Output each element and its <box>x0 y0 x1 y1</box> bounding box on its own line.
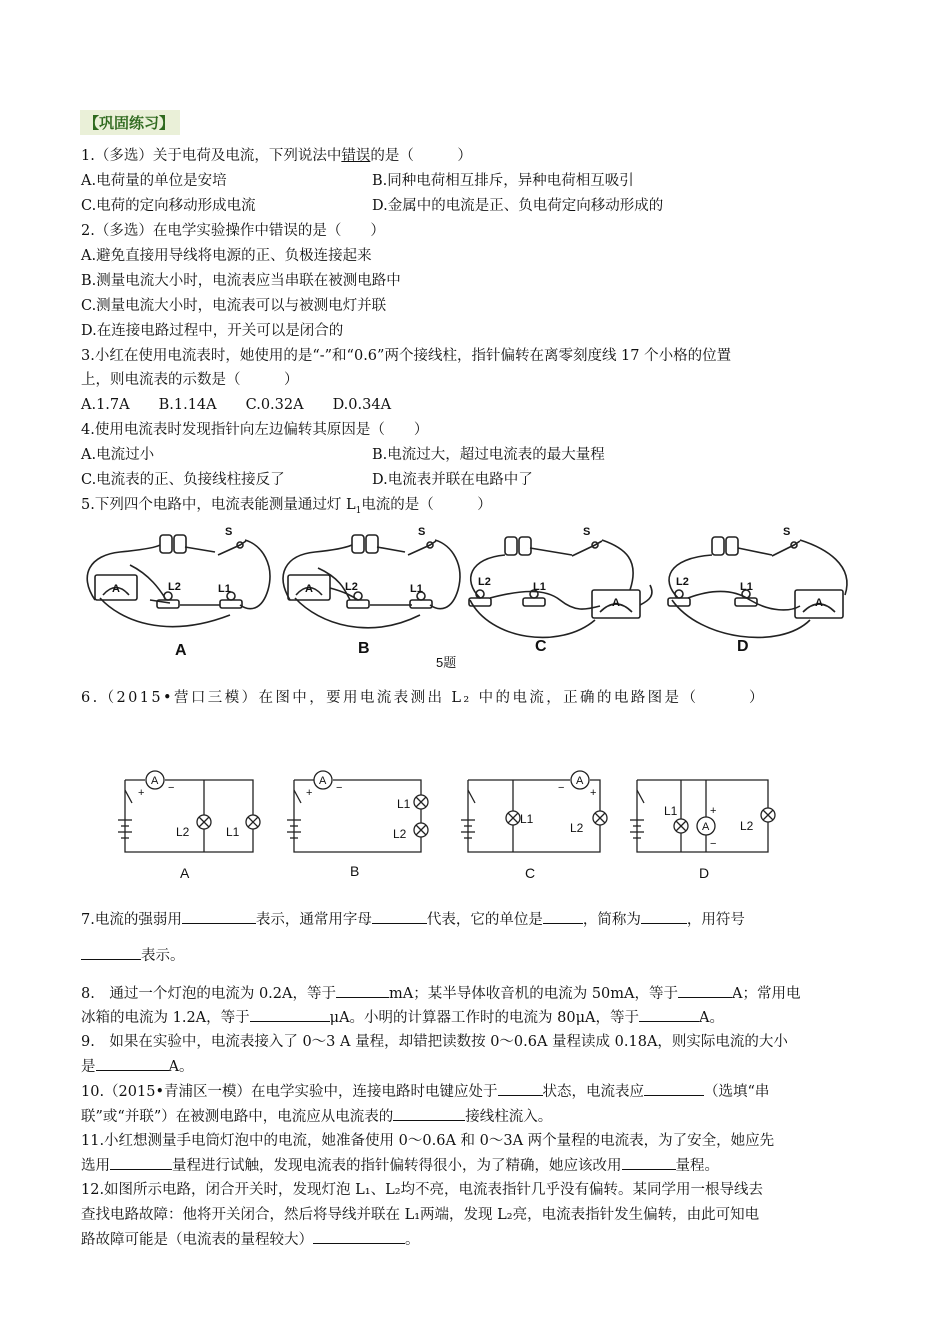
q1-option-d: D.金属中的电流是正、负电荷定向移动形成的 <box>372 198 664 214</box>
q8-text-6: A。 <box>699 1010 724 1026</box>
q1-stem-underlined: 错误 <box>341 148 371 164</box>
q4-option-b: B.电流过大，超过电流表的最大量程 <box>372 447 605 463</box>
q12-text-2: 。 <box>405 1232 420 1248</box>
q6-c-meter: A <box>576 775 584 787</box>
q9-text-2: A。 <box>168 1059 194 1075</box>
q6-c-l2: L2 <box>570 821 584 835</box>
q7-text-4: ，简称为 <box>582 912 641 928</box>
q2-option-c: C.测量电流大小时，电流表可以与被测电灯并联 <box>81 298 387 314</box>
q6-a-meter: A <box>151 775 159 787</box>
q5-a-l1-label: L1 <box>218 583 231 595</box>
q3-stem-line2: 上，则电流表的示数是（ ） <box>81 372 299 388</box>
q5-d-l2-label: L2 <box>676 576 689 588</box>
q7-text-1: 7.电流的强弱用 <box>81 912 182 928</box>
q5-caption: 5题 <box>436 655 457 670</box>
q6-circuit-a <box>118 771 260 852</box>
q12-line2: 查找电路故障：他将开关闭合，然后将导线并联在 L₁两端，发现 L₂亮，电流表指针发生偏转，由此可知电 <box>81 1207 760 1223</box>
q10-blank-3[interactable] <box>393 1106 465 1121</box>
q8-blank-4[interactable] <box>639 1007 699 1022</box>
q5-b-l1-label: L1 <box>410 583 423 595</box>
q7-text-3: 代表，它的单位是 <box>426 912 543 928</box>
q10-blank-2[interactable] <box>644 1081 704 1096</box>
q3-options: A.1.7A B.1.14A C.0.32A D.0.34A <box>81 397 392 413</box>
q6-b-l2: L2 <box>393 827 407 841</box>
q5-b-switch-label: S <box>418 526 426 538</box>
q6-d-plus: + <box>710 805 717 817</box>
q7-blank-3[interactable] <box>543 909 583 924</box>
q6-d-l2: L2 <box>740 819 754 833</box>
q2-option-b: B.测量电流大小时，电流表应当串联在被测电路中 <box>81 273 401 289</box>
q10-blank-1[interactable] <box>498 1081 543 1096</box>
q12-line1: 12.如图所示电路，闭合开关时，发现灯泡 L₁、L₂均不亮，电流表指针几乎没有偏转。某同学用一根导线去 <box>81 1182 764 1198</box>
q8-text-3: A；常用电 <box>732 986 801 1002</box>
q9-line1: 9. 如果在实验中，电流表接入了 0～3 A 量程，却错把读数按 0～0.6A 量程读成 0.18A，则实际电流的大小 <box>81 1034 788 1050</box>
q7-blank-4[interactable] <box>641 909 687 924</box>
q5-d-meter-label: A <box>815 597 823 609</box>
q11-text-1: 选用 <box>81 1158 110 1174</box>
q8-line2 <box>81 1007 724 1028</box>
q10-text-2: 状态，电流表应 <box>542 1084 645 1100</box>
q5-a-meter-label: A <box>112 583 120 595</box>
q6-label-b: B <box>350 863 360 879</box>
q7-line1 <box>81 909 745 930</box>
q6-b-l1: L1 <box>397 797 411 811</box>
q10-text-5: 接线柱流入。 <box>465 1109 553 1125</box>
q6-circuit-c <box>461 771 607 852</box>
q6-c-plus: + <box>590 787 597 799</box>
q10-line2 <box>81 1106 552 1127</box>
q1-option-a: A.电荷量的单位是安培 <box>81 173 227 189</box>
q7-text-5: ，用符号 <box>686 912 745 928</box>
q10-text-4: 联”或“并联”）在被测电路中，电流应从电流表的 <box>81 1109 394 1125</box>
q7-blank-5[interactable] <box>81 945 141 960</box>
q2-option-d: D.在连接电路过程中，开关可以是闭合的 <box>81 323 344 339</box>
q6-label-a: A <box>180 865 190 881</box>
q6-circuit-d <box>630 780 775 852</box>
q5-c-l2-label: L2 <box>478 576 491 588</box>
q4-option-c: C.电流表的正、负接线柱接反了 <box>81 472 285 488</box>
q5-label-b: B <box>358 640 370 657</box>
q7-text-2: 表示，通常用字母 <box>255 912 372 928</box>
q5-d-l1-label: L1 <box>740 581 753 593</box>
q5-label-d: D <box>737 638 749 655</box>
q1-stem-tail: 的是（ ） <box>370 148 472 164</box>
q5-label-a: A <box>175 642 187 659</box>
q6-stem: 6.（2015•营口三模）在图中，要用电流表测出 L₂ 中的电流，正确的电路图是（ ） <box>81 690 766 706</box>
q8-text-1: 8. 通过一个灯泡的电流为 0.2A，等于 <box>81 986 336 1002</box>
q11-line2 <box>81 1155 719 1176</box>
q10-text-1: 10.（2015•青浦区一模）在电学实验中，连接电路时电键应处于 <box>81 1084 498 1100</box>
q6-a-plus: + <box>138 787 145 799</box>
q6-b-minus: − <box>336 782 343 794</box>
q5-stem-tail: 电流的是（ ） <box>361 497 492 513</box>
q6-circuit-b <box>287 771 428 852</box>
q11-line1: 11.小红想测量手电筒灯泡中的电流，她准备使用 0～0.6A 和 0～3A 两个量程的电流表，为了安全，她应先 <box>81 1133 775 1149</box>
q6-a-l2: L2 <box>176 825 190 839</box>
q8-blank-3[interactable] <box>250 1007 330 1022</box>
q6-label-d: D <box>699 865 710 881</box>
q5-stem-subscript: 1 <box>355 505 362 516</box>
q4-option-d: D.电流表并联在电路中了 <box>372 472 533 488</box>
q8-blank-1[interactable] <box>336 983 389 998</box>
q1-option-b: B.同种电荷相互排斥，异种电荷相互吸引 <box>372 173 634 189</box>
q8-line1 <box>81 983 800 1004</box>
q8-text-4: 冰箱的电流为 1.2A，等于 <box>81 1010 250 1026</box>
q7-blank-1[interactable] <box>182 909 256 924</box>
q5-d-switch-label: S <box>783 526 791 538</box>
q6-d-minus: − <box>710 838 717 850</box>
q11-blank-1[interactable] <box>110 1155 172 1170</box>
q6-b-meter: A <box>319 775 327 787</box>
q6-a-l1: L1 <box>226 825 240 839</box>
q5-label-c: C <box>535 638 547 655</box>
q4-option-a: A.电流过小 <box>81 447 155 463</box>
q9-line2 <box>81 1056 193 1077</box>
q7-blank-2[interactable] <box>372 909 427 924</box>
q7-text-6: 表示。 <box>141 948 185 964</box>
q1-stem-text: 1.（多选）关于电荷及电流，下列说法中 <box>81 148 342 164</box>
q6-c-l1: L1 <box>520 812 534 826</box>
q12-line3 <box>81 1229 420 1250</box>
q11-text-3: 量程。 <box>675 1158 719 1174</box>
q1-option-c: C.电荷的定向移动形成电流 <box>81 198 256 214</box>
q2-option-a: A.避免直接用导线将电源的正、负极连接起来 <box>81 248 372 264</box>
q6-d-l1: L1 <box>664 804 678 818</box>
q5-a-l2-label: L2 <box>168 581 181 593</box>
q8-blank-2[interactable] <box>678 983 732 998</box>
q6-c-minus: − <box>558 782 565 794</box>
q6-d-meter: A <box>702 821 710 833</box>
q8-text-2: mA；某半导体收音机的电流为 50mA，等于 <box>388 986 678 1002</box>
q6-a-minus: − <box>168 782 175 794</box>
q9-blank[interactable] <box>96 1056 169 1071</box>
q6-b-plus: + <box>306 787 313 799</box>
q12-text-1: 路故障可能是（电流表的量程较大） <box>81 1232 313 1248</box>
q11-text-2: 量程进行试触，发现电流表的指针偏转得很小，为了精确，她应该改用 <box>172 1158 622 1174</box>
q2-stem: 2.（多选）在电学实验操作中错误的是（ ） <box>81 223 385 239</box>
q10-text-3: （选填“串 <box>704 1084 770 1100</box>
q3-stem-line1: 3.小红在使用电流表时，她使用的是“-”和“0.6”两个接线柱，指针偏转在离零刻度线 17 个小格的位置 <box>81 348 732 364</box>
q4-stem: 4.使用电流表时发现指针向左边偏转其原因是（ ） <box>81 422 429 438</box>
q6-label-c: C <box>525 865 536 881</box>
q5-stem-text: 5.下列四个电路中，电流表能测量通过灯 L <box>81 497 356 513</box>
q12-blank[interactable] <box>313 1229 405 1244</box>
q11-blank-2[interactable] <box>622 1155 676 1170</box>
q5-c-switch-label: S <box>583 526 591 538</box>
q7-line2 <box>81 945 185 966</box>
q5-a-switch-label: S <box>225 526 233 538</box>
q9-text-1: 是 <box>81 1059 96 1075</box>
q5-c-meter-label: A <box>612 597 620 609</box>
q5-b-meter-label: A <box>305 583 313 595</box>
q10-line1 <box>81 1081 769 1102</box>
section-heading: 【巩固练习】 <box>80 110 180 135</box>
q5-c-l1-label: L1 <box>533 581 546 593</box>
q5-b-l2-label: L2 <box>345 581 358 593</box>
q8-text-5: μA。小明的计算器工作时的电流为 80μA，等于 <box>329 1010 639 1026</box>
